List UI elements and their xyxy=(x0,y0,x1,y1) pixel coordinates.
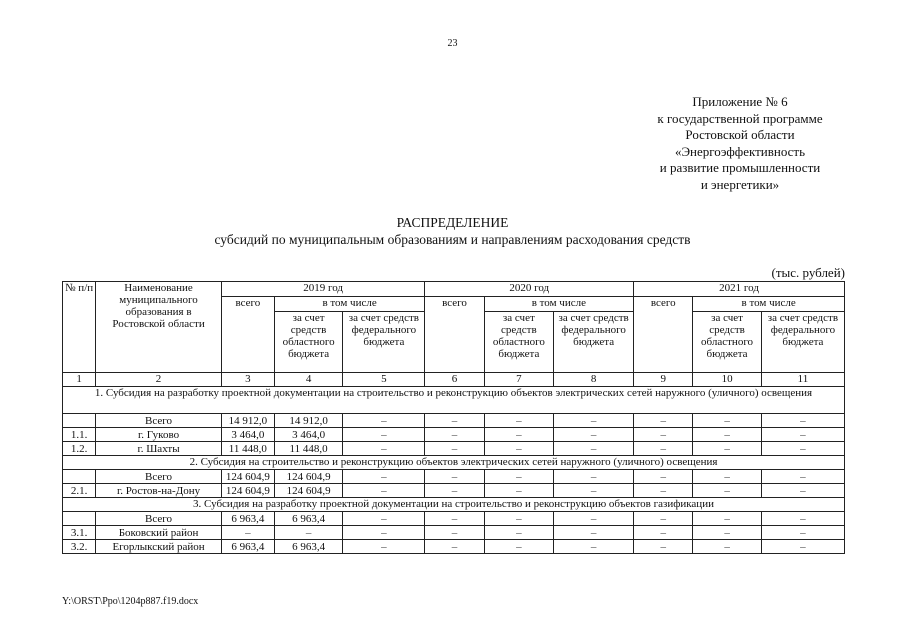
header-federal: за счет средств федерального бюджета xyxy=(554,312,634,373)
header-including: в том числе xyxy=(274,297,425,312)
section-title: 3. Субсидия на разработку проектной документации на строительство и реконструкцию объектов газификации xyxy=(63,498,845,512)
col-number: 11 xyxy=(761,373,844,387)
cell-2020-federal: – xyxy=(554,414,634,428)
cell-2019-federal: – xyxy=(343,484,425,498)
header-total: всего xyxy=(221,297,274,373)
row-num xyxy=(63,470,96,484)
col-number: 7 xyxy=(484,373,554,387)
header-num: № п/п xyxy=(63,282,96,373)
cell-2021-federal: – xyxy=(761,414,844,428)
cell-2021-federal: – xyxy=(761,442,844,456)
cell-2021-federal: – xyxy=(761,540,844,554)
cell-2019-total: 6 963,4 xyxy=(221,512,274,526)
document-subtitle: субсидий по муниципальным образованиям и направлениям расходования средств xyxy=(214,232,691,247)
cell-2020-total: – xyxy=(425,470,484,484)
cell-2019-regional: 124 604,9 xyxy=(274,484,343,498)
header-including: в том числе xyxy=(484,297,634,312)
header-year-2021: 2021 год xyxy=(634,282,845,297)
header-including: в том числе xyxy=(693,297,845,312)
cell-2021-total: – xyxy=(634,414,693,428)
cell-2021-regional: – xyxy=(693,540,762,554)
cell-2019-regional: 14 912,0 xyxy=(274,414,343,428)
appendix-block xyxy=(620,94,860,194)
row-name: г. Гуково xyxy=(96,428,222,442)
row-num xyxy=(63,414,96,428)
section-header-row xyxy=(63,498,845,512)
column-numbers-row xyxy=(63,373,845,387)
col-number: 1 xyxy=(63,373,96,387)
cell-2020-regional: – xyxy=(484,540,554,554)
col-number: 5 xyxy=(343,373,425,387)
cell-2020-regional: – xyxy=(484,428,554,442)
cell-2021-regional: – xyxy=(693,484,762,498)
cell-2020-regional: – xyxy=(484,414,554,428)
header-name: Наименование муниципального образования в Ростовской области xyxy=(96,282,222,373)
cell-2019-total: 124 604,9 xyxy=(221,470,274,484)
header-total: всего xyxy=(634,297,693,373)
cell-2021-regional: – xyxy=(693,414,762,428)
cell-2021-total: – xyxy=(634,512,693,526)
cell-2019-federal: – xyxy=(343,470,425,484)
row-num: 2.1. xyxy=(63,484,96,498)
cell-2021-total: – xyxy=(634,442,693,456)
page-number: 23 xyxy=(447,38,458,49)
cell-2020-total: – xyxy=(425,442,484,456)
col-number: 6 xyxy=(425,373,484,387)
cell-2021-total: – xyxy=(634,540,693,554)
row-name: Всего xyxy=(96,470,222,484)
cell-2019-federal: – xyxy=(343,512,425,526)
section-title: 1. Субсидия на разработку проектной документации на строительство и реконструкцию объектов электрических сетей наружного (уличного) освещения xyxy=(63,387,845,414)
appendix-line: Приложение № 6 xyxy=(692,94,788,109)
row-num: 1.1. xyxy=(63,428,96,442)
col-number: 4 xyxy=(274,373,343,387)
row-name: г. Шахты xyxy=(96,442,222,456)
cell-2019-regional: 3 464,0 xyxy=(274,428,343,442)
row-name: Боковский район xyxy=(96,526,222,540)
cell-2020-regional: – xyxy=(484,526,554,540)
table-row xyxy=(63,414,845,428)
cell-2019-regional: 124 604,9 xyxy=(274,470,343,484)
cell-2020-regional: – xyxy=(484,442,554,456)
appendix-line: к государственной программе xyxy=(657,110,823,126)
col-number: 3 xyxy=(221,373,274,387)
header-total: всего xyxy=(425,297,484,373)
cell-2020-federal: – xyxy=(554,442,634,456)
row-num: 3.2. xyxy=(63,540,96,554)
col-number: 8 xyxy=(554,373,634,387)
cell-2021-total: – xyxy=(634,526,693,540)
cell-2021-regional: – xyxy=(693,428,762,442)
cell-2020-total: – xyxy=(425,414,484,428)
row-num: 1.2. xyxy=(63,442,96,456)
cell-2020-regional: – xyxy=(484,484,554,498)
cell-2021-federal: – xyxy=(761,512,844,526)
appendix-line: «Энергоэффективность xyxy=(674,143,806,159)
table-row xyxy=(63,470,845,484)
appendix-line: и развитие промышленности xyxy=(659,160,821,176)
table-row xyxy=(63,442,845,456)
cell-2021-federal: – xyxy=(761,526,844,540)
cell-2019-total: – xyxy=(221,526,274,540)
cell-2021-federal: – xyxy=(761,428,844,442)
cell-2020-regional: – xyxy=(484,512,554,526)
section-header-row xyxy=(63,456,845,470)
cell-2021-regional: – xyxy=(693,470,762,484)
table-row xyxy=(63,512,845,526)
cell-2020-total: – xyxy=(425,526,484,540)
cell-2020-regional: – xyxy=(484,470,554,484)
cell-2019-total: 124 604,9 xyxy=(221,484,274,498)
cell-2019-total: 3 464,0 xyxy=(221,428,274,442)
document-title: РАСПРЕДЕЛЕНИЕ xyxy=(396,215,509,230)
table-row xyxy=(63,540,845,554)
header-regional: за счет средств областного бюджета xyxy=(274,312,343,373)
cell-2020-federal: – xyxy=(554,526,634,540)
row-name: Всего xyxy=(96,414,222,428)
cell-2021-federal: – xyxy=(761,484,844,498)
cell-2020-federal: – xyxy=(554,512,634,526)
cell-2019-regional: – xyxy=(274,526,343,540)
col-number: 9 xyxy=(634,373,693,387)
cell-2021-regional: – xyxy=(693,526,762,540)
cell-2021-total: – xyxy=(634,428,693,442)
cell-2020-total: – xyxy=(425,484,484,498)
distribution-table xyxy=(62,281,845,554)
header-federal: за счет средств федерального бюджета xyxy=(761,312,844,373)
table-row xyxy=(63,428,845,442)
header-federal: за счет средств федерального бюджета xyxy=(343,312,425,373)
cell-2021-total: – xyxy=(634,470,693,484)
cell-2020-federal: – xyxy=(554,470,634,484)
section-title: 2. Субсидия на строительство и реконструкцию объектов электрических сетей наружного (уличного) освещения xyxy=(63,456,845,470)
appendix-line: и энергетики» xyxy=(700,176,780,192)
row-num: 3.1. xyxy=(63,526,96,540)
table-row xyxy=(63,526,845,540)
cell-2020-federal: – xyxy=(554,540,634,554)
cell-2019-federal: – xyxy=(343,540,425,554)
cell-2019-total: 14 912,0 xyxy=(221,414,274,428)
cell-2019-regional: 6 963,4 xyxy=(274,540,343,554)
document-title-block xyxy=(0,214,905,248)
row-num xyxy=(63,512,96,526)
header-row-years xyxy=(63,282,845,297)
cell-2019-federal: – xyxy=(343,414,425,428)
appendix-line: Ростовской области xyxy=(685,127,795,143)
cell-2020-federal: – xyxy=(554,484,634,498)
cell-2021-federal: – xyxy=(761,470,844,484)
cell-2021-total: – xyxy=(634,484,693,498)
row-name: Егорлыкский район xyxy=(96,540,222,554)
cell-2019-regional: 11 448,0 xyxy=(274,442,343,456)
cell-2019-federal: – xyxy=(343,442,425,456)
header-regional: за счет средств областного бюджета xyxy=(693,312,762,373)
cell-2019-federal: – xyxy=(343,526,425,540)
col-number: 2 xyxy=(96,373,222,387)
cell-2019-federal: – xyxy=(343,428,425,442)
row-name: г. Ростов-на-Дону xyxy=(96,484,222,498)
cell-2019-regional: 6 963,4 xyxy=(274,512,343,526)
units-label: (тыс. рублей) xyxy=(771,265,845,280)
header-regional: за счет средств областного бюджета xyxy=(484,312,554,373)
section-header-row xyxy=(63,387,845,414)
col-number: 10 xyxy=(693,373,762,387)
table-row xyxy=(63,484,845,498)
header-year-2020: 2020 год xyxy=(425,282,634,297)
header-year-2019: 2019 год xyxy=(221,282,425,297)
cell-2021-regional: – xyxy=(693,442,762,456)
cell-2020-total: – xyxy=(425,512,484,526)
cell-2019-total: 11 448,0 xyxy=(221,442,274,456)
cell-2020-total: – xyxy=(425,540,484,554)
cell-2019-total: 6 963,4 xyxy=(221,540,274,554)
row-name: Всего xyxy=(96,512,222,526)
file-path-footer: Y:\ORST\Ppo\1204p887.f19.docx xyxy=(62,596,199,607)
cell-2021-regional: – xyxy=(693,512,762,526)
cell-2020-total: – xyxy=(425,428,484,442)
cell-2020-federal: – xyxy=(554,428,634,442)
